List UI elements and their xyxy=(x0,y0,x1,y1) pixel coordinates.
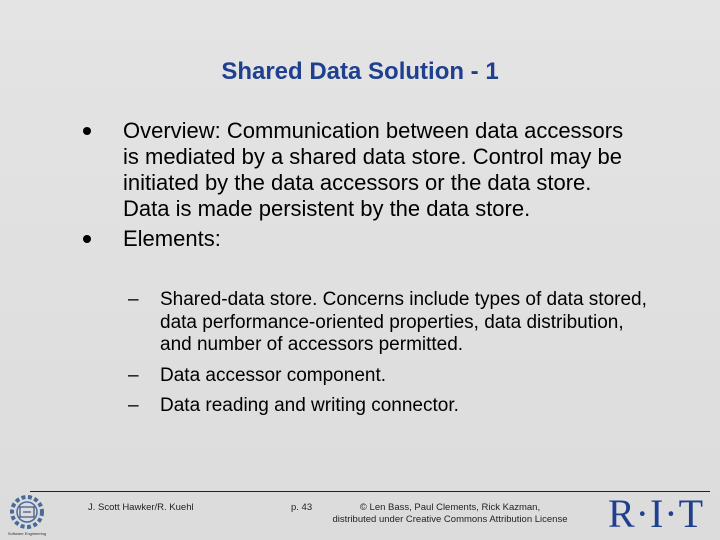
sub-bullet-item xyxy=(128,289,648,357)
bullet-text: Overview: Communication between data accessors is mediated by a shared data store. Control may be initiated by the data accessors or the data store. Data is made persistent by the data store. xyxy=(123,118,624,221)
dash-icon: – xyxy=(128,364,139,386)
footer-author: J. Scott Hawker/R. Kuehl xyxy=(88,502,194,513)
rit-logo-icon: R·I·T xyxy=(607,491,705,536)
sub-bullet-text: Data accessor component. xyxy=(160,364,387,386)
bullet-dot-icon xyxy=(83,127,91,135)
copyright-line: distributed under Creative Commons Attribution License xyxy=(332,514,568,525)
sub-bullet-item xyxy=(128,395,648,418)
bullet-list xyxy=(83,118,643,256)
copyright-line: © Len Bass, Paul Clements, Rick Kazman, xyxy=(359,502,541,513)
dash-icon: – xyxy=(128,289,139,310)
footer-page-number: p. 43 xyxy=(291,502,313,513)
logo-caption: Software Engineering xyxy=(7,531,47,536)
sub-bullet-list xyxy=(128,289,648,426)
bullet-item xyxy=(83,118,643,222)
software-engineering-logo-icon xyxy=(2,492,52,538)
bullet-item xyxy=(83,226,643,252)
footer-copyright xyxy=(330,502,570,526)
bullet-dot-icon xyxy=(83,235,91,243)
dash-icon: – xyxy=(128,395,139,416)
bullet-text: Elements: xyxy=(123,226,221,251)
gear-logo-icon xyxy=(2,492,52,532)
sub-bullet-item xyxy=(128,365,648,388)
sub-bullet-text: Shared-data store. Concerns include types of data stored, data performance-oriented properties, data distribution, and number of accessors permitted. xyxy=(160,289,647,355)
slide-title: Shared Data Solution - 1 xyxy=(221,58,499,85)
sub-bullet-text: Data reading and writing connector. xyxy=(160,395,459,416)
